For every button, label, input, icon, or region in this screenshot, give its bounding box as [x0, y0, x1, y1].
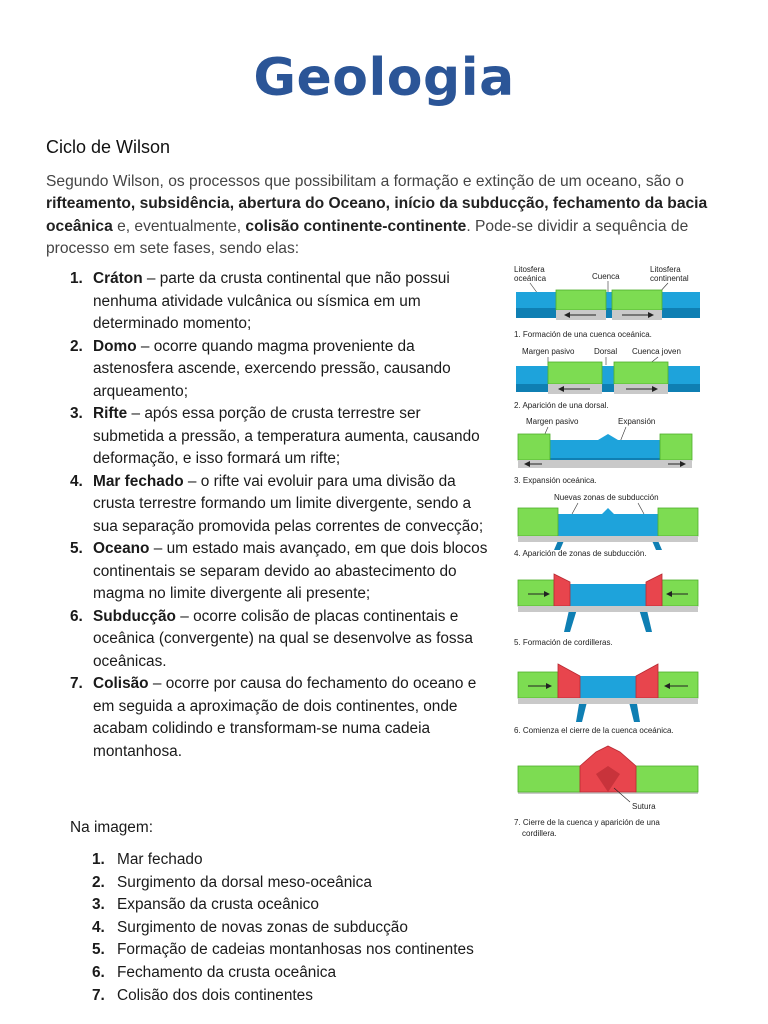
phase-number: 1. — [70, 270, 83, 287]
phase-text: – parte da crusta continental que não possui nenhuma atividade vulcânica ou sísmica em um determinado momento; — [93, 270, 450, 332]
stage-3-diagram — [514, 417, 692, 485]
stage-1-diagram — [514, 265, 700, 339]
label-sutura: Sutura — [632, 802, 656, 811]
caption-number: 6. — [92, 963, 105, 981]
stage-2-diagram — [514, 347, 700, 410]
page-title: Geologia — [253, 48, 515, 108]
intro-text-1: Segundo Wilson, os processos que possibilitam a formação e extinção de um oceano, são o — [46, 173, 684, 190]
image-caption-item — [46, 872, 516, 895]
figure-caption-5: 5. Formación de cordilleras. — [514, 638, 613, 647]
phase-term: Oceano — [93, 540, 150, 557]
phase-text: – ocorre por causa do fechamento do oceano e em seguida a aproximação de dois continentes, onde acabam colidindo e transformam-se numa cadeia montanhosa. — [93, 675, 477, 760]
image-note: Na imagem: — [70, 819, 153, 836]
figure-caption-7: 7. Cierre de la cuenca y aparición de una — [514, 818, 660, 827]
section-heading: Ciclo de Wilson — [46, 137, 171, 157]
phase-item — [46, 336, 494, 404]
caption-number: 2. — [92, 873, 105, 891]
phase-term: Colisão — [93, 675, 149, 692]
label-cuenca: Cuenca — [592, 272, 620, 281]
image-caption-item — [46, 917, 516, 940]
caption-text: Fechamento da crusta oceânica — [117, 963, 337, 981]
label-litosfera-oceanica-2: oceánica — [514, 274, 547, 283]
image-caption-item — [46, 962, 516, 985]
figure-caption-2: 2. Aparición de una dorsal. — [514, 401, 609, 410]
figure-caption-7b: cordillera. — [522, 829, 557, 838]
label-margen-pasivo-3: Margen pasivo — [526, 417, 579, 426]
phase-term: Cráton — [93, 270, 143, 287]
image-caption-item — [46, 985, 516, 1008]
figure-caption-1: 1. Formación de una cuenca oceánica. — [514, 330, 652, 339]
phase-term: Subducção — [93, 607, 176, 625]
wilson-cycle-figure — [508, 262, 708, 846]
phase-number: 4. — [70, 472, 83, 490]
caption-number: 7. — [92, 986, 105, 1004]
caption-number: 3. — [92, 896, 105, 914]
phase-text: – um estado mais avançado, em que dois blocos continentais se separam devido ao abastecimento do magma no limite divergente ali presente; — [93, 540, 488, 602]
label-dorsal: Dorsal — [594, 347, 618, 356]
phase-text: – ocorre colisão de placas continentais e oceânica (convergente) na qual se desenvolve as fossa oceânicas. — [93, 607, 473, 670]
label-litosfera-continental-1: Litosfera — [650, 265, 681, 274]
caption-number: 1. — [92, 851, 105, 868]
figure-caption-3: 3. Expansión oceánica. — [514, 476, 597, 485]
phase-number: 6. — [70, 607, 83, 625]
phase-term: Rifte — [93, 405, 128, 422]
phase-item — [46, 403, 494, 471]
caption-text: Colisão dos dois continentes — [117, 986, 313, 1004]
label-litosfera-oceanica-1: Litosfera — [514, 265, 545, 274]
stage-4-diagram — [514, 493, 698, 558]
phase-term: Mar fechado — [93, 472, 184, 490]
phase-item — [46, 606, 494, 674]
caption-number: 5. — [92, 941, 105, 959]
image-caption-item — [46, 894, 516, 917]
label-litosfera-continental-2: continental — [650, 274, 689, 283]
phase-text: – ocorre quando magma proveniente da astenosfera ascende, exercendo pressão, causando arqueamento; — [93, 337, 451, 400]
caption-number: 4. — [92, 918, 105, 936]
phase-item — [46, 538, 494, 606]
phase-list — [46, 268, 494, 763]
phase-term: Domo — [93, 337, 137, 355]
phase-item — [46, 673, 494, 763]
phase-item — [46, 471, 494, 539]
intro-text-2: e, eventualmente, — [112, 217, 246, 235]
phase-number: 2. — [70, 337, 83, 355]
caption-text: Formação de cadeias montanhosas nos continentes — [117, 941, 474, 959]
image-caption-list — [46, 849, 516, 1007]
label-margen-pasivo: Margen pasivo — [522, 347, 575, 356]
stage-5-diagram — [514, 574, 698, 647]
caption-text: Mar fechado — [117, 851, 203, 868]
image-caption-item — [46, 939, 516, 962]
phase-number: 7. — [70, 675, 83, 692]
intro-paragraph — [46, 171, 710, 260]
figure-caption-4: 4. Aparición de zonas de subducción. — [514, 549, 647, 558]
phase-number: 5. — [70, 540, 83, 557]
caption-text: Surgimento de novas zonas de subducção — [117, 918, 408, 936]
caption-text: Expansão da crusta oceânico — [117, 896, 319, 914]
label-nuevas-zonas: Nuevas zonas de subducción — [554, 493, 659, 502]
phase-text: – o rifte vai evoluir para uma divisão da crusta terrestre formando um limite divergente, sendo a sua separação promovida pelas correntes de convecção; — [93, 472, 484, 535]
intro-text-3: . Pode-se dividir a sequência de processo em sete fases, sendo elas: — [46, 217, 689, 257]
intro-bold-2: colisão continente-continente — [245, 217, 467, 235]
caption-text: Surgimento da dorsal meso-oceânica — [117, 873, 372, 891]
label-expansion: Expansión — [618, 417, 656, 426]
stage-6-diagram — [514, 664, 698, 735]
phase-item — [46, 268, 494, 336]
phase-number: 3. — [70, 405, 83, 422]
phase-text: – após essa porção de crusta terrestre ser submetida a pressão, a temperatura aumenta, causando deformação, e isso formará um rifte; — [93, 405, 480, 467]
figure-caption-6: 6. Comienza el cierre de la cuenca oceánica. — [514, 726, 674, 735]
intro-bold-1: rifteamento, subsidência, abertura do Oceano, início da subducção, fechamento da bacia oceânica — [46, 195, 708, 235]
image-caption-item — [46, 849, 516, 872]
label-cuenca-joven: Cuenca joven — [632, 347, 681, 356]
stage-7-diagram — [514, 746, 698, 838]
